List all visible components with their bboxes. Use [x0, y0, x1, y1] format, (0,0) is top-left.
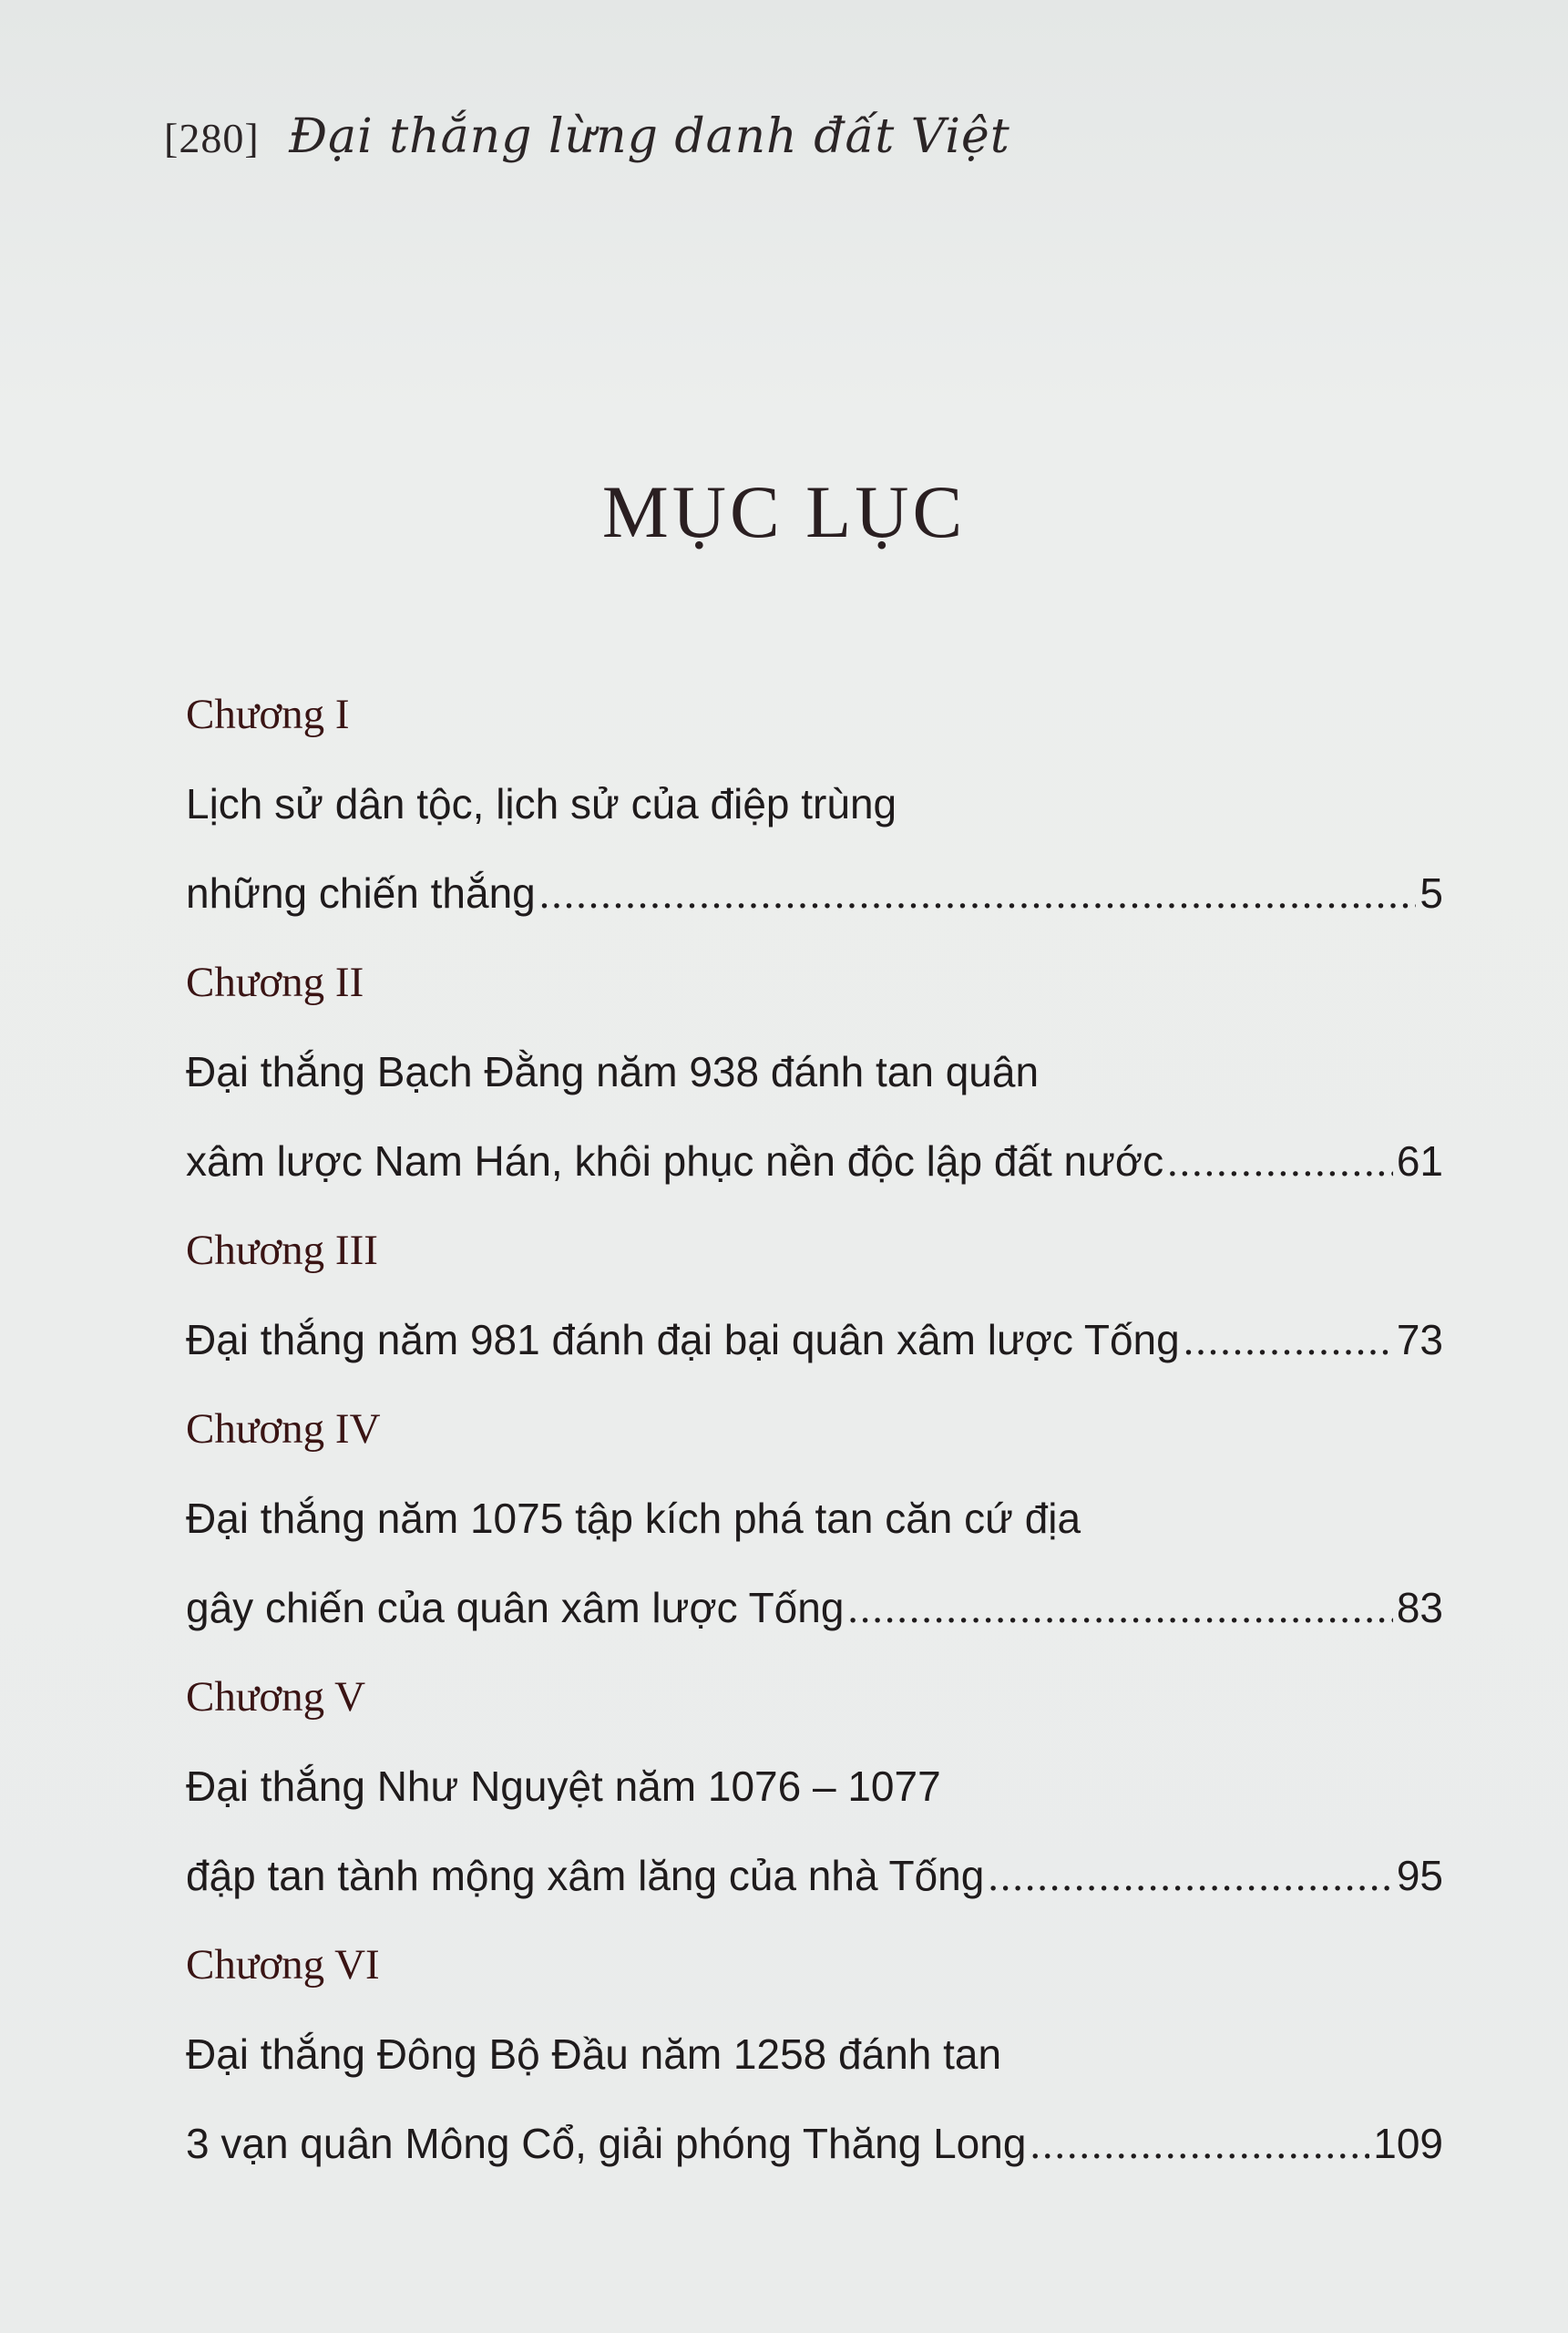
page-number: [280]	[164, 115, 260, 161]
book-title: Đại thắng lừng danh đất Việt	[289, 109, 1010, 164]
entry-page-number: 95	[1396, 1852, 1443, 1899]
entry-text: xâm lược Nam Hán, khôi phục nền độc lập đất nước	[186, 1137, 1164, 1185]
entry-line: Đại thắng năm 1075 tập kích phá tan căn cứ địa	[186, 1495, 1081, 1542]
entry-line: Lịch sử dân tộc, lịch sử của điệp trùng	[186, 780, 897, 827]
dot-leader	[539, 849, 1417, 939]
chapter-heading: Chương II	[186, 959, 364, 1006]
entry-page-number: 5	[1419, 869, 1443, 917]
entry-page-number: 73	[1396, 1316, 1443, 1363]
toc-entry[interactable]	[186, 1295, 1443, 1384]
entry-page-number: 109	[1373, 2120, 1443, 2167]
dot-leader	[847, 1564, 1392, 1653]
dot-leader	[988, 1832, 1392, 1921]
entry-text: 3 vạn quân Mông Cổ, giải phóng Thăng Long	[186, 2120, 1027, 2167]
dot-leader	[1167, 1117, 1393, 1207]
entry-text: gây chiến của quân xâm lược Tống	[186, 1584, 845, 1631]
page-title: MỤC LỤC	[601, 470, 967, 553]
entry-text: đập tan tành mộng xâm lăng của nhà Tống	[186, 1852, 985, 1899]
chapter-heading: Chương V	[186, 1673, 366, 1721]
toc-entry[interactable]	[186, 1831, 1443, 1920]
chapter-heading: Chương IV	[186, 1405, 381, 1453]
entry-page-number: 83	[1396, 1584, 1443, 1631]
entry-line: Đại thắng Đông Bộ Đầu năm 1258 đánh tan	[186, 2030, 1002, 2078]
toc-entry[interactable]	[186, 1116, 1443, 1206]
chapter-heading: Chương VI	[186, 1941, 380, 1989]
entry-line: Đại thắng Bạch Đằng năm 938 đánh tan quân	[186, 1048, 1040, 1095]
entry-text: Đại thắng năm 981 đánh đại bại quân xâm lược Tống	[186, 1316, 1180, 1363]
toc-entry[interactable]	[186, 2099, 1443, 2188]
chapter-heading: Chương I	[186, 691, 350, 738]
running-header	[164, 108, 1010, 164]
chapter-heading: Chương III	[186, 1227, 378, 1274]
entry-page-number: 61	[1396, 1137, 1443, 1185]
toc-entry[interactable]	[186, 1563, 1443, 1652]
dot-leader	[1184, 1296, 1393, 1385]
table-of-contents	[186, 670, 1443, 2188]
toc-entry[interactable]	[186, 848, 1443, 938]
dot-leader	[1030, 2100, 1369, 2189]
entry-line: Đại thắng Như Nguyệt năm 1076 – 1077	[186, 1763, 941, 1810]
entry-text: những chiến thắng	[186, 869, 536, 917]
